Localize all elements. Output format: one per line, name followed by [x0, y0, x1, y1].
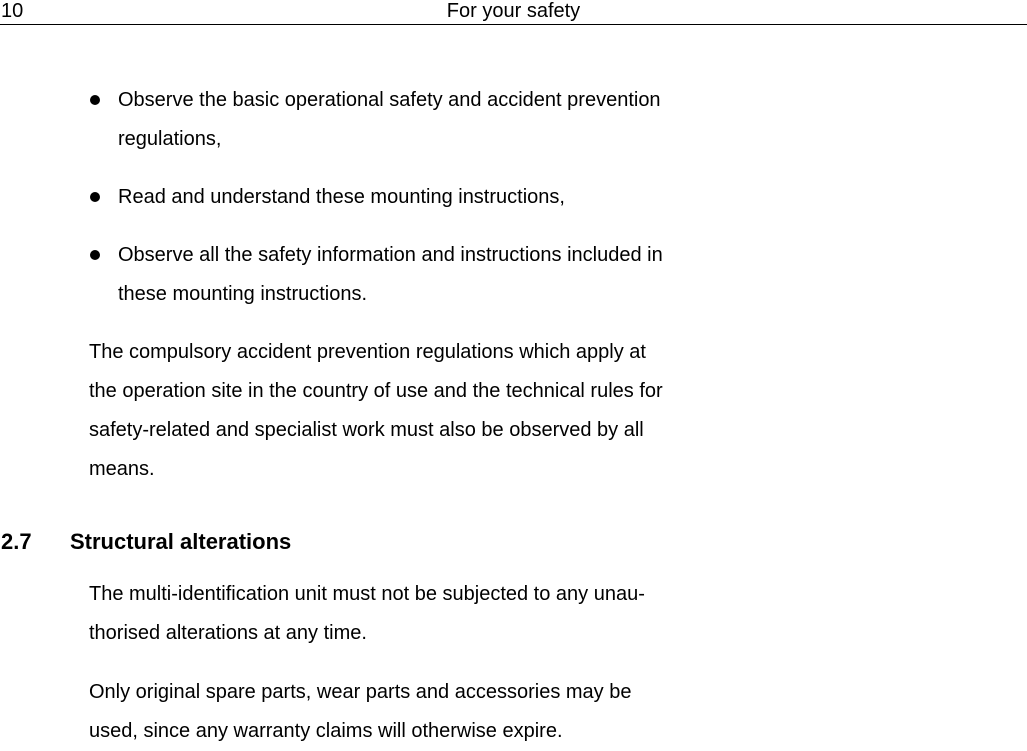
paragraph-line: safety-related and specialist work must also be observed by all	[89, 419, 644, 441]
bullet-icon	[90, 95, 100, 105]
list-item-text: regulations,	[118, 128, 222, 150]
list-item-text: Observe the basic operational safety and accident prevention	[118, 89, 661, 111]
paragraph-line: The multi-identification unit must not be subjected to any unau-	[89, 583, 645, 605]
regulations-paragraph	[89, 333, 749, 489]
paragraph-line: thorised alterations at any time.	[89, 622, 367, 644]
page-number: 10	[1, 0, 24, 22]
paragraph-line: means.	[89, 458, 155, 480]
paragraph-line: Only original spare parts, wear parts and accessories may be	[89, 681, 632, 703]
list-item	[89, 81, 749, 159]
paragraph-line: used, since any warranty claims will otherwise expire.	[89, 720, 563, 742]
paragraph-line: the operation site in the country of use and the technical rules for	[89, 380, 663, 402]
list-item-text: Observe all the safety information and instructions included in	[118, 244, 663, 266]
list-item	[89, 178, 749, 217]
safety-bullet-list	[89, 81, 749, 333]
section-title: Structural alterations	[70, 529, 292, 554]
list-item	[89, 236, 749, 314]
running-title: For your safety	[446, 0, 581, 22]
section-number: 2.7	[1, 529, 32, 554]
bullet-icon	[90, 192, 100, 202]
alterations-paragraph	[89, 575, 749, 653]
list-item-text: Read and understand these mounting instructions,	[118, 186, 565, 208]
page-header	[0, 0, 1027, 25]
paragraph-line: The compulsory accident prevention regulations which apply at	[89, 341, 646, 363]
list-item-text: these mounting instructions.	[118, 283, 368, 305]
spare-parts-paragraph	[89, 673, 749, 751]
bullet-icon	[90, 250, 100, 260]
section-heading	[1, 523, 291, 561]
